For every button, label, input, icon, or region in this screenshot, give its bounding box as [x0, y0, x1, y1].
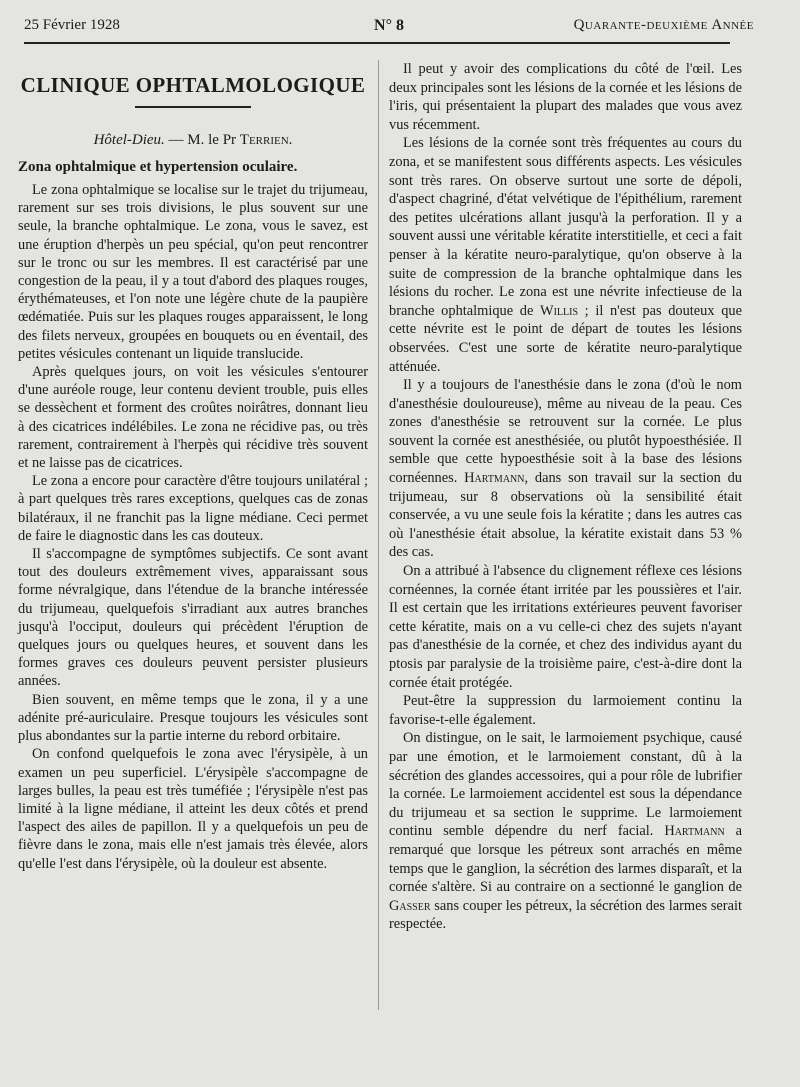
text-run: Il y a toujours de l'anesthésie dans le zona (d'où le nom d'anesthésie douloureuse), même au niveau de la peau. Ces zones d'anesthésie se retrouvent sur la cornée. Le plus souvent la cornée est anesthésiée, ou plutôt hypoesthésiée. Il semble que cette hypoesthésie soit à la base des lésions cornéennes.: [389, 377, 742, 487]
text-run: ; il n'est pas douteux que cette névrite est le point de départ de toutes les lésions observées. C'est une sorte de kératite neuro-paralytique atténuée.: [389, 302, 742, 375]
paragraph: Bien souvent, en même temps que le zona, il y a une adénite pré-auriculaire. Presque toujours les vésicules sont plus abondantes sur la partie interne du rebord orbitaire.: [18, 691, 368, 745]
paragraph: Il s'accompagne de symptômes subjectifs. Ce sont avant tout des douleurs extrêmement vives, apparaissant sous forme névralgique, dans l'étendue de la branche intéressée du trijumeau, quelquefois s'irradiant aux autres branches jusqu'à l'occiput, douleurs qui précèdent l'éruption de quelques jours ou quelques heures, et souvent dans les formes graves ces douleurs peuvent persister plusieurs années.: [18, 546, 368, 690]
running-head: [24, 17, 754, 39]
author-name: Willis: [540, 302, 579, 319]
text-run: a remarqué que lorsque les pétreux sont arrachés en même temps que le ganglion, la sécrétion des larmes disparaît, et la cornée s'altère. Si au contraire on a sectionné le ganglion de: [389, 823, 742, 896]
text-run: , dans son travail sur la section du trijumeau, sur 8 observations où la sensibilité était conservée, a vu une seule fois la kératite ; dans les autres cas où l'anesthésie était absolue, la kératite existait dans 53 % des cas.: [389, 470, 742, 561]
author-name: Gasser: [389, 897, 431, 914]
text-run: Il peut y avoir des complications du côté de l'œil. Les deux principales sont les lésions de la cornée et les lésions de l'iris, qui présentaient la plupart des malades que vous avez vus récemment.: [389, 61, 742, 133]
left-body-text: [18, 181, 368, 873]
right-column: [389, 60, 742, 934]
header-rule: [24, 42, 730, 44]
paragraph: [389, 692, 742, 729]
right-body-text: [389, 60, 742, 934]
volume-year: Quarante-deuxième Année: [573, 17, 754, 33]
section-title: CLINIQUE OPHTALMOLOGIQUE: [20, 73, 366, 97]
paragraph: Après quelques jours, on voit les vésicules s'entourer d'une auréole rouge, leur contenu devient trouble, puis elles se dessèchent et forment des croûtes noirâtres, donnant lieu à des cicatrices indélébiles. Le zona ne récidive pas, ou très rarement, contrairement à l'herpès qui récidive très souvent et ne laisse pas de cicatrices.: [18, 364, 368, 472]
byline: [18, 131, 368, 149]
paragraph: [389, 729, 742, 934]
paragraph: [389, 60, 742, 134]
title-rule: [135, 106, 251, 108]
paragraph: Le zona a encore pour caractère d'être toujours unilatéral ; à part quelques très rares exceptions, quelques cas de zonas bilatéraux, il ne franchit pas la ligne médiane. Ceci permet de faire le diagnostic dans les cas douteux.: [18, 473, 368, 544]
text-run: On a attribué à l'absence du clignement réflexe ces lésions cornéennes, la cornée étant irritée par les poussières et l'air. Il est certain que les irritations extérieures peuvent favoriser cette kératite, mais on a vu celle-ci chez des sujets n'ayant pas d'anesthésie de la cornée, et chez des individus ayant du ptosis par paralysie de la troisième paire, c'est-à-dire dont la cornée était protégée.: [389, 563, 742, 691]
author-name: Hartmann: [464, 470, 525, 487]
author-name: Hartmann: [664, 823, 725, 840]
left-column: [18, 60, 368, 873]
paragraph: [389, 376, 742, 562]
byline-prefix: M. le Pr: [187, 132, 240, 148]
byline-author: Terrien.: [239, 132, 293, 148]
article-title: Zona ophtalmique et hypertension oculaire.: [18, 159, 298, 175]
column-divider: [378, 60, 379, 1010]
text-run: Peut-être la suppression du larmoiement continu la favorise-t-elle également.: [389, 693, 742, 728]
text-run: Les lésions de la cornée sont très fréquentes au cours du zona, et se manifestent sous différents aspects. Les vésicules sont très rares. On observe surtout une sorte de dépoli, d'aspect chagriné, d'état velvétique de l'épithélium, rarement des petites ulcérations allant jusqu'à la perforation. Il y a souvent aussi une véritable kératite interstitielle, et ceci a fait penser à la kératite neuro-paralytique, qu'on observe à la suite de compression de la branche ophtalmique dans les lésions du rocher. Le zona est une névrite infectieuse de la branche ophtalmique de: [389, 135, 742, 319]
byline-dash: —: [164, 132, 188, 148]
issue-date: 25 Février 1928: [24, 17, 120, 33]
byline-place: Hôtel-Dieu.: [93, 132, 165, 148]
paragraph: Le zona ophtalmique se localise sur le trajet du trijumeau, rarement sur ses trois divisions, le plus souvent sur une seule, la branche ophtalmique. Le zona, vous le savez, est une éruption d'herpès un peu spécial, qu'on peut rencontrer sur le tronc ou sur les membres. Il est caractérisé par une congestion de la peau, il y a tout d'abord des plaques rouges, érythémateuses, et l'on note une légère chute de la paupière œdématiée. Puis sur les plaques rouges apparaissent, le long des filets nerveux, groupées en bouquets ou en éventail, des petites vésicules contenant un liquide translucide.: [18, 182, 368, 362]
paragraph: [389, 134, 742, 376]
text-run: sans couper les pétreux, la sécrétion des larmes serait respectée.: [389, 897, 742, 933]
paragraph: On confond quelquefois le zona avec l'érysipèle, à un examen un peu superficiel. L'érysipèle s'accompagne de larges bulles, la peau est très tuméfiée ; l'érysipèle n'est pas limité à la ligne médiane, il atteint les deux côtés et prend l'aspect des ailes de papillon. Il y a quelquefois un peu de fièvre dans le zona, mais elle n'est jamais très élevée, alors qu'elle l'est dans l'érysipèle, où la douleur est absente.: [18, 746, 368, 872]
issue-number: N° 8: [374, 17, 404, 34]
paragraph: [389, 562, 742, 692]
text-run: On distingue, on le sait, le larmoiement psychique, causé par une émotion, et le larmoiement constant, dû à la sécrétion des glandes accessoires, qui a pour rôle de lubrifier la cornée. Le larmoiement accidentel est sous la dépendance du trijumeau et sa section le supprime. Le larmoiement continu semble dépendre du nerf facial.: [389, 730, 742, 840]
